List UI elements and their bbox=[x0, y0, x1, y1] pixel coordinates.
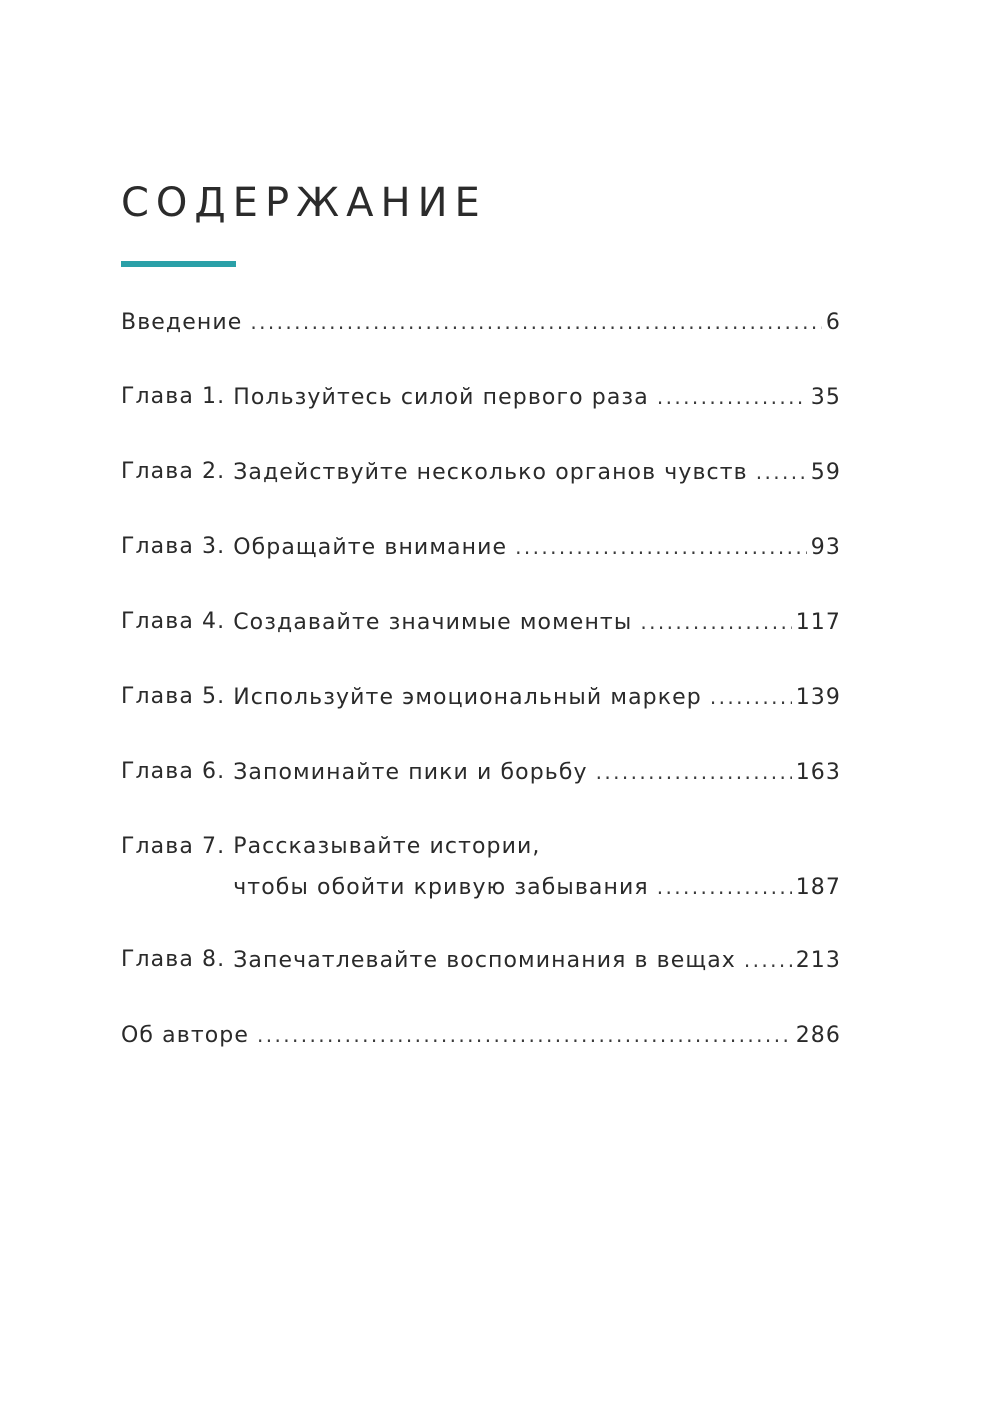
entry-line bbox=[233, 377, 841, 418]
toc-entry bbox=[121, 452, 841, 493]
chapter-number: Глава 4. bbox=[121, 609, 226, 634]
toc-entry bbox=[121, 527, 841, 568]
entry-title: Запечатлевайте воспоминания в вещах bbox=[233, 948, 736, 973]
entry-title: чтобы обойти кривую забывания bbox=[233, 875, 649, 900]
entry-title: Создавайте значимые моменты bbox=[233, 610, 633, 635]
toc-entry bbox=[121, 377, 841, 418]
toc-entry bbox=[121, 1015, 841, 1056]
chapter-number: Глава 7. bbox=[121, 834, 226, 859]
toc-entry bbox=[121, 940, 841, 981]
entry-title: Пользуйтесь силой первого раза bbox=[233, 385, 649, 410]
page-number: 187 bbox=[795, 875, 841, 900]
toc-entry bbox=[121, 752, 841, 793]
toc-entry bbox=[121, 302, 841, 343]
chapter-number: Глава 6. bbox=[121, 759, 226, 784]
chapter-number: Глава 3. bbox=[121, 534, 226, 559]
dot-leader bbox=[640, 602, 791, 642]
entry-line bbox=[233, 867, 841, 908]
dot-leader bbox=[710, 677, 792, 717]
toc-entry bbox=[121, 602, 841, 643]
accent-rule bbox=[121, 261, 236, 267]
page-number: 163 bbox=[795, 760, 841, 785]
entry-line bbox=[233, 752, 841, 793]
entry-body bbox=[233, 377, 841, 418]
entry-title: Обращайте внимание bbox=[233, 535, 508, 560]
page-number: 6 bbox=[825, 310, 841, 335]
page-number: 213 bbox=[795, 948, 841, 973]
entry-title: Используйте эмоциональный маркер bbox=[233, 685, 702, 710]
dot-leader bbox=[657, 377, 807, 417]
toc-entry bbox=[121, 677, 841, 718]
dot-leader bbox=[744, 940, 792, 980]
page-number: 286 bbox=[795, 1023, 841, 1048]
entry-line bbox=[233, 602, 841, 643]
page-number: 117 bbox=[795, 610, 841, 635]
entry-line bbox=[233, 527, 841, 568]
entry-title: Рассказывайте истории, bbox=[233, 834, 541, 859]
dot-leader bbox=[596, 752, 792, 792]
entry-line bbox=[121, 1015, 841, 1056]
entry-title: Об авторе bbox=[121, 1023, 249, 1048]
page-number: 59 bbox=[810, 460, 841, 485]
entry-title: Введение bbox=[121, 310, 243, 335]
toc-entry bbox=[121, 827, 841, 908]
entry-body bbox=[233, 527, 841, 568]
entry-body bbox=[233, 827, 841, 908]
entry-body bbox=[233, 452, 841, 493]
chapter-number: Глава 8. bbox=[121, 947, 226, 972]
page-number: 93 bbox=[810, 535, 841, 560]
chapter-number: Глава 5. bbox=[121, 684, 226, 709]
entry-body bbox=[233, 677, 841, 718]
dot-leader bbox=[250, 302, 822, 342]
entry-line bbox=[233, 827, 841, 867]
page-number: 139 bbox=[795, 685, 841, 710]
chapter-number: Глава 2. bbox=[121, 459, 226, 484]
entry-body bbox=[233, 940, 841, 981]
entry-line bbox=[233, 677, 841, 718]
entry-line bbox=[121, 302, 841, 343]
entry-title: Задействуйте несколько органов чувств bbox=[233, 460, 748, 485]
toc-title: СОДЕРЖАНИЕ bbox=[121, 180, 487, 226]
chapter-number: Глава 1. bbox=[121, 384, 226, 409]
entry-line bbox=[233, 452, 841, 493]
page-number: 35 bbox=[810, 385, 841, 410]
entry-line bbox=[233, 940, 841, 981]
dot-leader bbox=[756, 452, 807, 492]
entry-body bbox=[121, 302, 841, 343]
dot-leader bbox=[657, 867, 792, 907]
entry-body bbox=[233, 752, 841, 793]
entry-body bbox=[233, 602, 841, 643]
dot-leader bbox=[257, 1015, 792, 1055]
dot-leader bbox=[515, 527, 807, 567]
entry-body bbox=[121, 1015, 841, 1056]
entry-title: Запоминайте пики и борьбу bbox=[233, 760, 588, 785]
